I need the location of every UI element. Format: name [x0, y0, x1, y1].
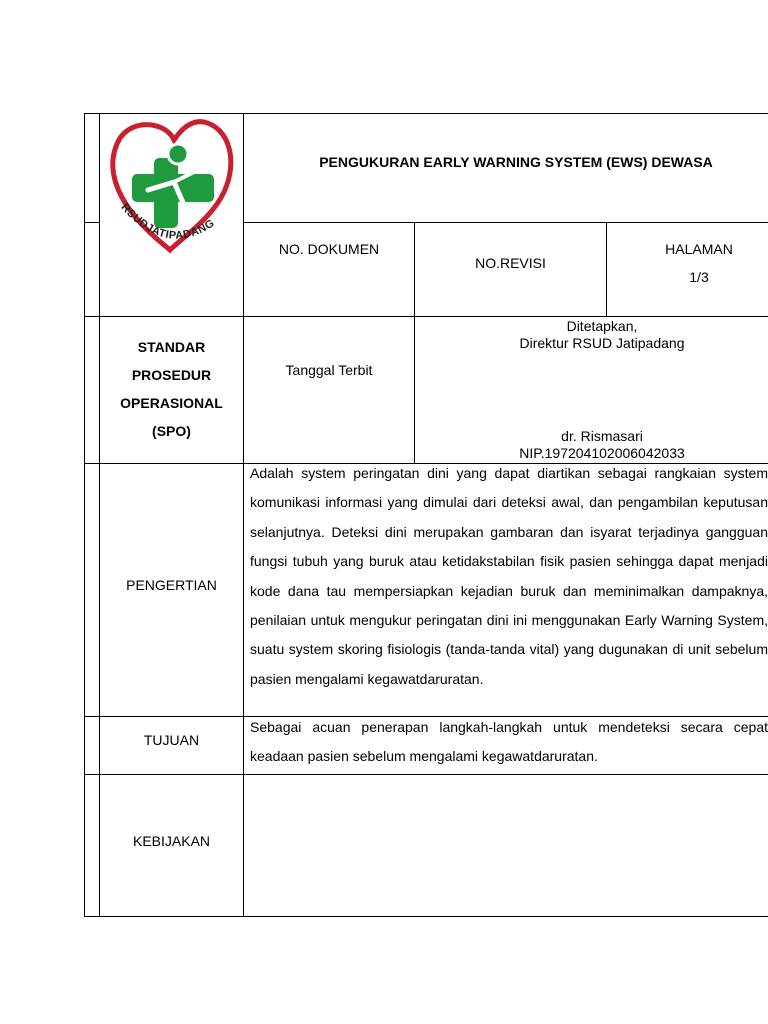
table-rule — [84, 774, 768, 775]
no-revisi-label: NO.REVISI — [475, 255, 546, 271]
direktur-text: Direktur RSUD Jatipadang — [519, 335, 685, 351]
halaman-value: 1/3 — [689, 269, 709, 285]
spo-line: STANDAR — [137, 339, 206, 355]
no-dokumen-label: NO. DOKUMEN — [278, 241, 380, 257]
tujuan-label: TUJUAN — [143, 732, 200, 748]
kebijakan-label: KEBIJAKAN — [132, 833, 211, 849]
document-title: PENGUKURAN EARLY WARNING SYSTEM (EWS) DEWASA — [319, 154, 713, 170]
pengertian-text: Adalah system peringatan dini yang dapat diartikan sebagai rangkaian system komunikasi informasi yang dimulai dari deteksi awal, dan pengambilan keputusan selanjutnya. Deteksi dini merupakan gambaran dan isyarat terjadinya gangguan fungsi tubuh yang buruk atau ketidakstabilan fisik pasien sehingga dapat menjadi kode dana tau mempersiapkan kejadian buruk dan meminimalkan dampaknya, penilaian untuk mengukur peringatan dini ini menggunakan Early Warning System, suatu system skoring fisiologis (tanda-tanda vital) yang dugunakan di unit sebelum pasien mengalami kegawatdaruratan. — [250, 465, 768, 687]
halaman-label: HALAMAN — [665, 241, 733, 257]
ditetapkan-text: Ditetapkan, — [566, 318, 638, 334]
pengertian-label: PENGERTIAN — [126, 577, 217, 593]
table-rule — [84, 316, 768, 317]
logo-arc-text: RSUDJATIPADANG — [118, 201, 217, 242]
table-border-bottom — [84, 916, 768, 917]
spo-line: (SPO) — [152, 423, 191, 439]
table-border-left — [84, 113, 85, 917]
spo-line: OPERASIONAL — [120, 395, 223, 411]
table-border-top — [84, 113, 768, 114]
tanggal-terbit-label: Tanggal Terbit — [285, 362, 373, 378]
signer-name: dr. Rismasari — [561, 428, 643, 444]
signer-nip: NIP.197204102006042033 — [519, 445, 685, 461]
table-rule — [243, 113, 244, 917]
table-rule — [99, 113, 100, 917]
logo-figure-head — [168, 144, 188, 164]
logo-cross-horizontal — [132, 174, 214, 202]
table-rule — [84, 222, 100, 223]
spo-line: PROSEDUR — [131, 367, 212, 383]
tujuan-text: Sebagai acuan penerapan langkah-langkah untuk mendeteksi secara cepat keadaan pasien sebelum mengalami kegawatdaruratan. — [250, 719, 768, 765]
spo-label — [100, 333, 243, 445]
table-rule — [243, 222, 768, 223]
hospital-logo — [108, 118, 236, 260]
